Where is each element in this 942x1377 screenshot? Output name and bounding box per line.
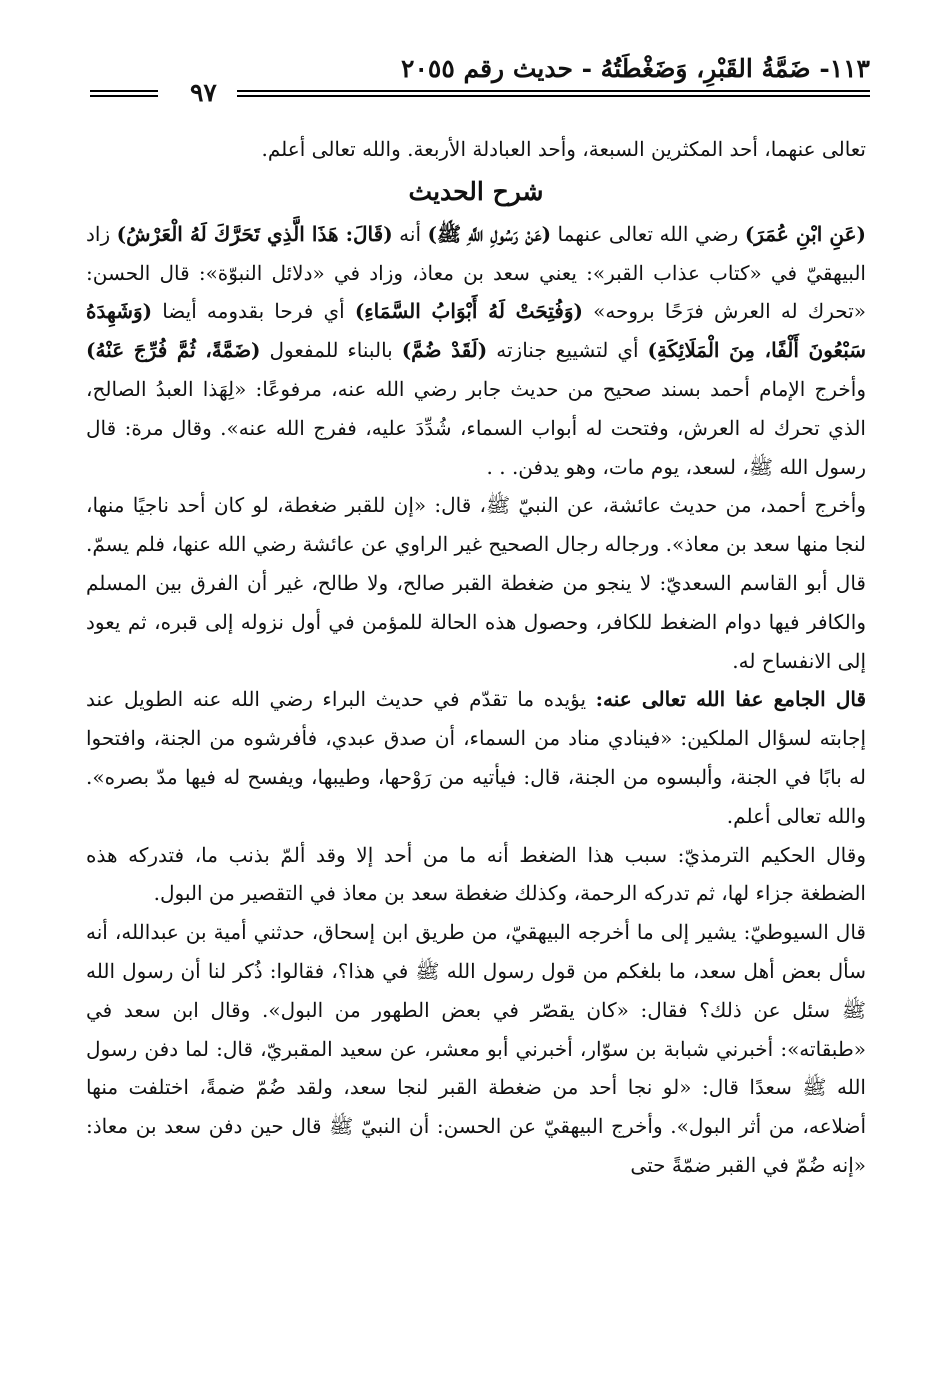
jami-paragraph bbox=[86, 680, 866, 835]
chapter-title: ١١٣- ضَمَّةُ القَبْرِ، وَضَغْطَتُهُ - حديث رقم ٢٠٥٥ bbox=[401, 54, 870, 83]
commentary-text: وأخرج الإمام أحمد بسند صحيح من حديث جابر رضي الله عنه، مرفوعًا: «لِهَذا العبدُ الصالح، الذي تحرك له العرش، وفتحت له أبواب السماء، شُدِّدَ عليه، ففرج الله عنه». وقال مرة: قال رسول الله ﷺ، لسعد، يوم مات، وهو يدفن. . . bbox=[86, 376, 866, 479]
sharh-paragraph bbox=[86, 215, 866, 487]
hadith-quote: (وَشَهِدَهُ سَبْعُونَ أَلْفًا، مِنَ الْمَلَائِكَةِ) bbox=[86, 299, 866, 363]
hadith-quote: (قَالَ: هَذَا الَّذِي تَحَرَّكَ لَهُ الْعَرْشُ) bbox=[116, 221, 393, 246]
running-header bbox=[90, 54, 870, 107]
hadith-quote: (ضَمَّةً، ثُمَّ فُرِّجَ عَنْهُ) bbox=[86, 338, 261, 363]
hadith-quote: (عَنْ رَسُولِ اللَّهِ ﷺ) bbox=[427, 221, 552, 246]
commentary-text: أي لتشييع جنازته bbox=[487, 338, 648, 363]
page-number: ٩٧ bbox=[190, 78, 217, 107]
header-rule-right bbox=[237, 90, 870, 97]
commentary-text: أنه bbox=[392, 221, 428, 246]
hadith-quote: (لَقَدْ ضُمَّ) bbox=[401, 338, 488, 363]
hakim-paragraph: وقال الحكيم الترمذيّ: سبب هذا الضغط أنه ما من أحد إلا وقد ألمّ بذنب ما، فتدركه هذه الضطغة جزاء لها، ثم تدركه الرحمة، وكذلك ضغطة سعد بن معاذ في التقصير من البول. bbox=[86, 842, 866, 906]
suyuti-paragraph: قال السيوطيّ: يشير إلى ما أخرجه البيهقيّ، من طريق ابن إسحاق، حدثني أمية بن عبدالله، أنه سأل بعض أهل سعد، ما بلغكم من قول رسول الله ﷺ في هذا؟، فقالوا: ذُكر لنا أن رسول الله ﷺ سئل عن ذلك؟ فقال: «كان يقصّر في بعض الطهور من البول». وقال ابن سعد في «طبقاته»: أخبرني شبابة بن سوّار، أخبرني أبو معشر، عن سعيد المقبريّ، قال: لما دفن رسول الله ﷺ سعدًا قال: «لو نجا أحد من ضغطة القبر لنجا سعد، ولقد ضُمّ ضمةً، اختلفت منها أضلاعه، من أثر البول». وأخرج البيهقيّ عن الحسن: أن النبيّ ﷺ قال حين دفن سعد بن معاذ: «إنه ضُمّ في القبر ضمّةً حتى bbox=[86, 920, 866, 1177]
ahmad-paragraph: وأخرج أحمد، من حديث عائشة، عن النبيّ ﷺ، قال: «إن للقبر ضغطة، لو كان أحد ناجيًا منها، لنجا منها سعد بن معاذ». ورجاله رجال الصحيح غير الراوي عن عائشة رضي الله عنها، فلم يسمّ. قال أبو القاسم السعديّ: لا ينجو من ضغطة القبر صالح، ولا طالح، غير أن الفرق بين المسلم والكافر فيها دوام الضغط للكافر، وحصول هذه الحالة للمؤمن في أول نزوله إلى قبره، ثم يعود إلى الانفساح له. bbox=[86, 493, 866, 673]
commentary-text: زاد البيهقيّ في «كتاب عذاب القبر»: يعني سعد بن معاذ، وزاد في «دلائل النبوّة»: قال الحسن: «تحرك له العرش فرَحًا بروحه» bbox=[86, 221, 867, 324]
intro-paragraph: تعالى عنهما، أحد المكثرين السبعة، وأحد العبادلة الأربعة. والله تعالى أعلم. bbox=[261, 137, 866, 161]
jami-text: يؤيده ما تقدّم في حديث البراء رضي الله عنه الطويل عند إجابته لسؤال الملكين: «فينادي مناد من السماء، أن صدق عبدي، فأفرشوه من الجنة، وافتحوا له بابًا في الجنة، وألبسوه من الجنة، قال: فيأتيه من رَوْحها، وطيبها، ويفسح له فيها مدّ بصره». والله تعالى أعلم. bbox=[86, 687, 866, 828]
commentary-text: رضي الله تعالى عنهما bbox=[551, 221, 745, 246]
header-rule-left bbox=[90, 90, 158, 97]
hadith-quote: (وَفُتِحَتْ لَهُ أَبْوَابُ السَّمَاءِ) bbox=[354, 299, 583, 324]
jami-lead: قال الجامع عفا الله تعالى عنه: bbox=[595, 687, 867, 712]
page-body bbox=[86, 130, 866, 1185]
section-heading: شرح الحديث bbox=[408, 176, 544, 206]
commentary-text: بالبناء للمفعول bbox=[260, 338, 402, 363]
hadith-quote: (عَنِ ابْنِ عُمَرَ) bbox=[744, 221, 866, 246]
commentary-text: أي فرحا بقدومه أيضا bbox=[152, 299, 355, 324]
